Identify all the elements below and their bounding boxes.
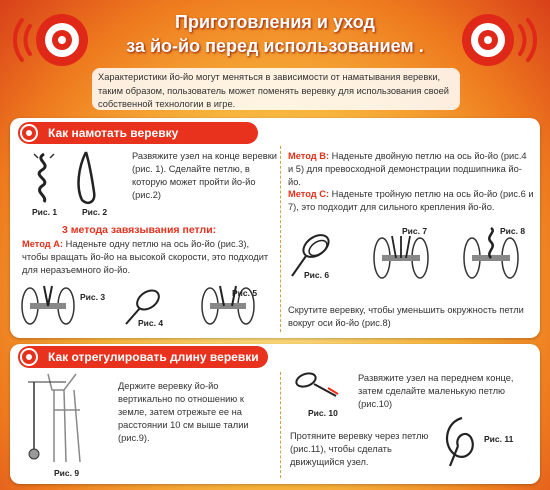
- methodC-block: [288, 188, 534, 214]
- methods-heading: 3 метода завязывания петли:: [62, 224, 217, 236]
- section-winding-header: [18, 122, 258, 144]
- yoyo-dot-icon: [29, 449, 39, 459]
- person-silhouette-icon: [48, 374, 80, 462]
- twist-text: Скрутите веревку, чтобы уменьшить окружность петли вокруг оси йо-йо (рис.8): [288, 305, 524, 328]
- fig2-caption: Рис. 2: [82, 207, 108, 217]
- loop-icon: [79, 152, 95, 203]
- yoyo-small-icon: [20, 348, 38, 366]
- fig8-caption: Рис. 8: [500, 226, 526, 236]
- methodA-text: Наденьте одну петлю на ось йо-йо (рис.3), чтобы вращать йо-йо на высокой скорости, это подходит для неразъемного йо-йо.: [22, 239, 269, 275]
- length-right-text-1: Развяжите узел на переднем конце, затем сделайте маленькую петлю (рис.10): [358, 373, 514, 409]
- methodC-text: Наденьте тройную петлю на ось йо-йо (рис.6 и 7), это подходит для сильного крепления йо-йо.: [288, 189, 534, 212]
- fig5-caption: Рис. 5: [232, 288, 258, 298]
- title-line-1: Приготовления и уход: [175, 12, 375, 32]
- page-title: [120, 10, 430, 58]
- methodC-label: Метод C:: [288, 189, 330, 199]
- length-right-text-2: Протяните веревку через петлю (рис.11), чтобы сделать движущийся узел.: [290, 431, 429, 467]
- knot-icon: [34, 154, 54, 202]
- slip-knot-figure: [432, 410, 492, 470]
- yoyo-logo-right-icon: [450, 6, 542, 74]
- yoyo-small-icon: [20, 124, 38, 142]
- fig7-caption: Рис. 7: [402, 226, 428, 236]
- yoyo-triple-loop-icon: [374, 236, 428, 278]
- column-divider: [280, 146, 281, 332]
- title-line-2: за йо-йо перед использованием .: [126, 36, 424, 56]
- section-length-header: [18, 346, 268, 368]
- fig10-caption: Рис. 10: [308, 408, 338, 418]
- fig3-caption: Рис. 3: [80, 292, 106, 302]
- methodB-label: Метод B:: [288, 151, 330, 161]
- length-left-text: Держите веревку йо-йо вертикально по отношению к земле, затем отрежьте ее на расстоянии 10 см выше талии (рис.9).: [118, 381, 249, 443]
- methodB-text: Наденьте двойную петлю на ось йо-йо (рис.4 и 5) для превосходной демонстрации подшипника йо-йо.: [288, 151, 527, 187]
- fig4-caption: Рис. 4: [138, 318, 164, 328]
- fig1-caption: Рис. 1: [32, 207, 58, 217]
- section-length-title: Как отрегулировать длину веревки: [48, 350, 259, 364]
- methodA-block: [22, 238, 274, 277]
- knot-figures: [24, 148, 114, 210]
- column-divider-2: [280, 372, 281, 478]
- small-loop-icon: [295, 371, 338, 396]
- fig6-caption: Рис. 6: [304, 270, 330, 280]
- methodB-block: [288, 150, 534, 189]
- step1-text: Развяжите узел на конце веревки (рис. 1). Сделайте петлю, в которую может пройти йо-йо (рис.2): [132, 151, 277, 200]
- section-winding-title: Как намотать веревку: [48, 126, 179, 140]
- methodA-label: Метод A:: [22, 239, 64, 249]
- fig9-caption: Рис. 9: [54, 468, 80, 478]
- yoyo-logo-left-icon: [8, 6, 100, 74]
- small-loop-figure: [290, 366, 350, 410]
- yoyo-single-loop-icon: [22, 286, 74, 324]
- slip-knot-icon: [447, 418, 473, 466]
- fig11-caption: Рис. 11: [484, 434, 514, 444]
- intro-box: Характеристики йо-йо могут меняться в зависимости от наматывания веревки, таким образом, пользователь может поменять веревку для использования своей собственной технологии в игре.: [92, 68, 460, 110]
- person-measure-figure: [20, 370, 110, 466]
